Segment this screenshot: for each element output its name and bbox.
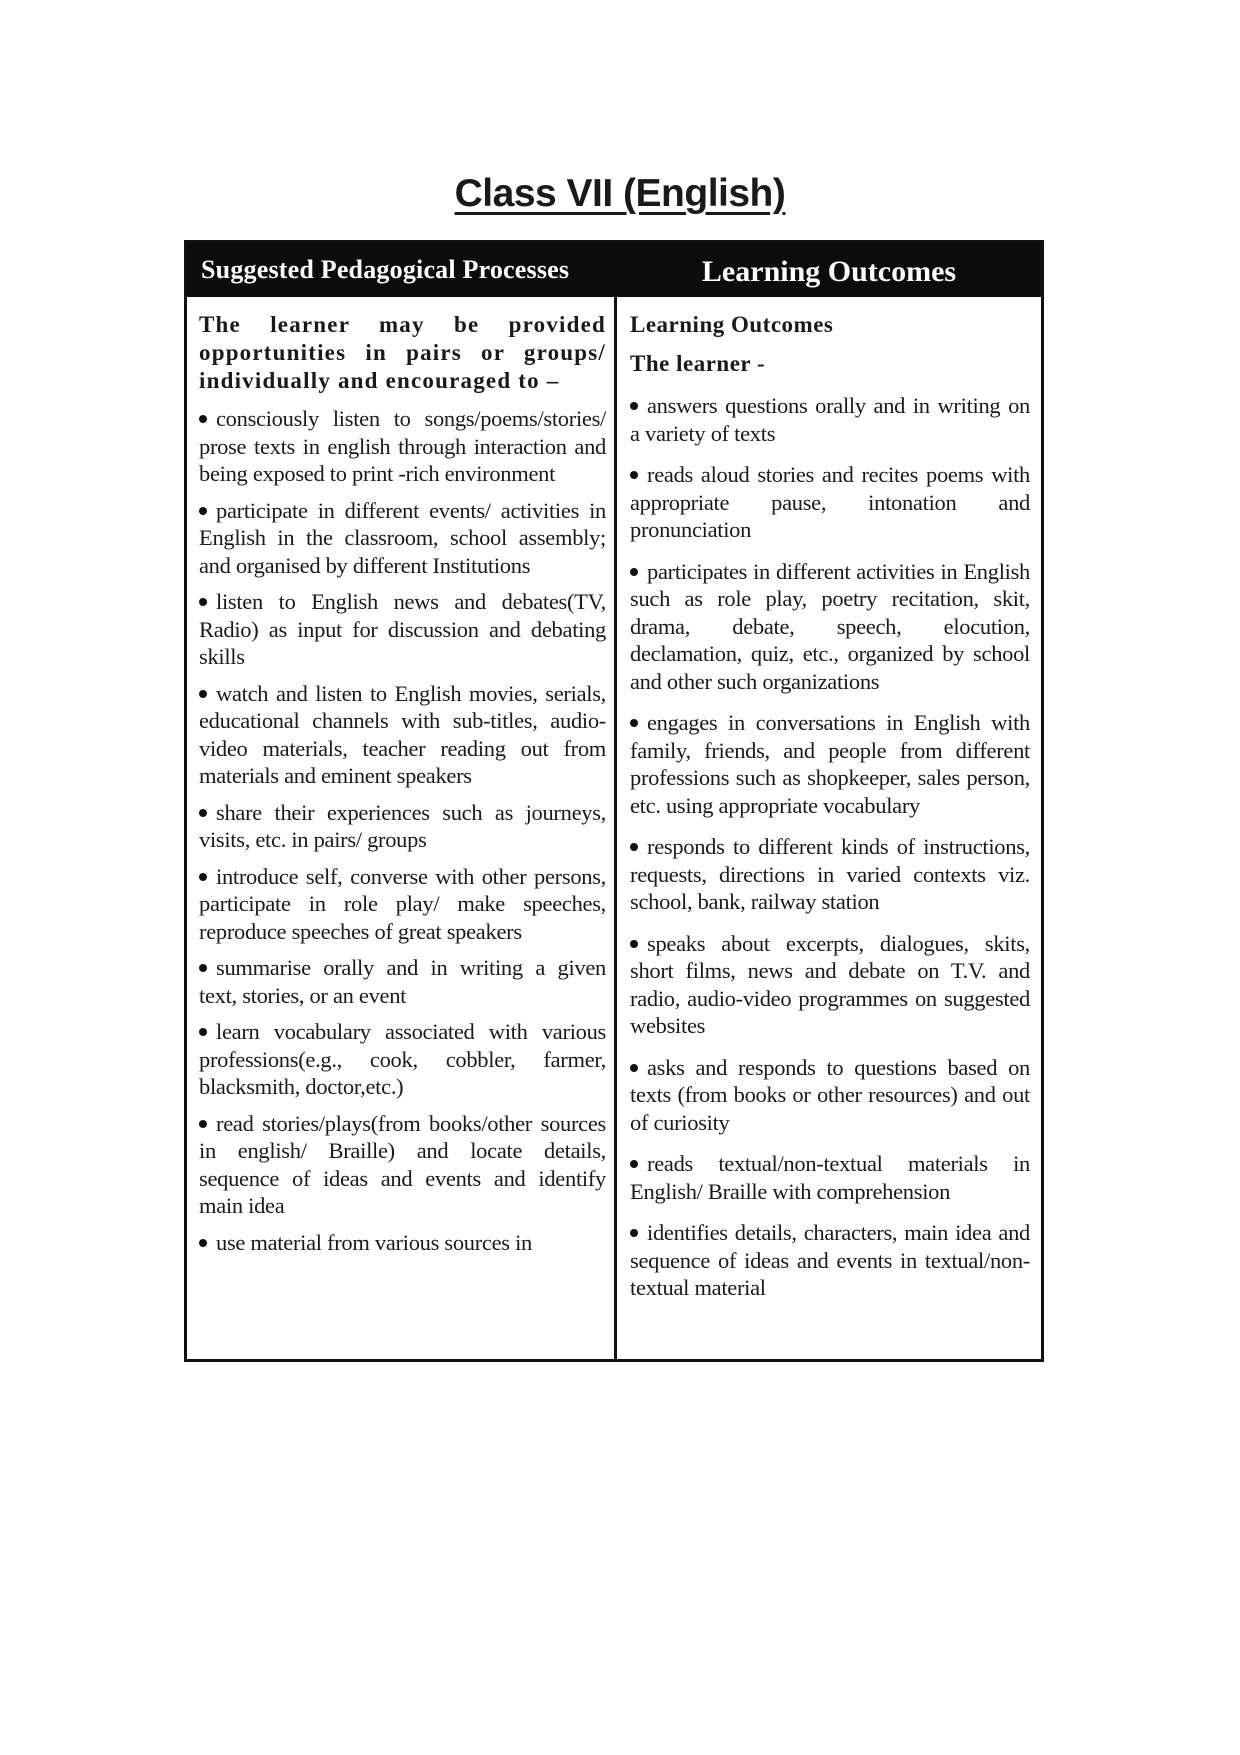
bullet-icon <box>199 415 207 423</box>
bullet-icon <box>199 809 207 817</box>
process-item: summarise orally and in writing a given text, stories, or an event <box>199 955 606 1008</box>
process-item: read stories/plays(from books/other sources in english/ Braille) and locate details, sequence of ideas and events and identify main idea <box>199 1110 606 1218</box>
bullet-icon <box>630 1064 638 1072</box>
bullet-icon <box>630 1229 638 1237</box>
bullet-icon <box>199 964 207 972</box>
outcome-item: responds to different kinds of instructions, requests, directions in varied contexts viz. school, bank, railway station <box>630 834 1030 914</box>
processes-intro: The learner may be provided opportunities in pairs or groups/ individually and encouraged to – <box>199 312 606 393</box>
bullet-icon <box>199 873 207 881</box>
process-item: learn vocabulary associated with various professions(e.g., cook, cobbler, farmer, blacksmith, doctor,etc.) <box>199 1019 606 1099</box>
outcome-item: asks and responds to questions based on texts (from books or other resources) and out of curiosity <box>630 1054 1030 1135</box>
learning-outcomes-column <box>630 297 1030 1357</box>
outcomes-subheading: The learner - <box>630 351 766 376</box>
bullet-icon <box>199 598 207 606</box>
table-header-row <box>187 243 1041 297</box>
process-item: use material from various sources in <box>199 1229 606 1257</box>
outcome-item: answers questions orally and in writing on a variety of texts <box>630 393 1030 446</box>
header-learning-outcomes: Learning Outcomes <box>701 255 957 288</box>
bullet-icon <box>199 1239 207 1247</box>
bullet-icon <box>630 1160 638 1168</box>
outcome-item: participates in different activities in English such as role play, poetry recitation, skit, drama, debate, speech, elocution, declamation, quiz, etc., organized by school and other such organizations <box>630 558 1030 694</box>
bullet-icon <box>630 843 638 851</box>
outcome-item: speaks about excerpts, dialogues, skits, short films, news and debate on T.V. and radio, audio-video programmes on suggested websites <box>630 930 1030 1038</box>
outcome-item: reads textual/non-textual materials in English/ Braille with comprehension <box>630 1151 1030 1204</box>
process-item: share their experiences such as journeys, visits, etc. in pairs/ groups <box>199 799 606 852</box>
outcomes-heading: Learning Outcomes <box>630 312 834 337</box>
process-item: watch and listen to English movies, serials, educational channels with sub-titles, audio-video materials, teacher reading out from materials and eminent speakers <box>199 680 606 788</box>
process-item: participate in different events/ activities in English in the classroom, school assembly; and organised by different Institutions <box>199 497 606 578</box>
bullet-icon <box>630 568 638 576</box>
bullet-icon <box>630 940 638 948</box>
process-item: consciously listen to songs/poems/stories/ prose texts in english through interaction and being exposed to print -rich environment <box>199 406 606 486</box>
column-divider <box>614 297 617 1362</box>
bullet-icon <box>199 1028 207 1036</box>
pedagogical-processes-column <box>199 297 606 1357</box>
process-item: introduce self, converse with other persons, participate in role play/ make speeches, reproduce speeches of great speakers <box>199 863 606 944</box>
outcome-item: reads aloud stories and recites poems with appropriate pause, intonation and pronunciation <box>630 462 1030 542</box>
bullet-icon <box>630 471 638 479</box>
bullet-icon <box>199 507 207 515</box>
bullet-icon <box>630 719 638 727</box>
outcome-item: engages in conversations in English with family, friends, and people from different professions such as shopkeeper, sales person, etc. using appropriate vocabulary <box>630 710 1030 818</box>
bullet-icon <box>199 690 207 698</box>
process-item: listen to English news and debates(TV, Radio) as input for discussion and debating skills <box>199 589 606 669</box>
bullet-icon <box>199 1120 207 1128</box>
header-pedagogical-processes: Suggested Pedagogical Processes <box>201 255 570 284</box>
page-title: Class VII (English) <box>454 172 786 215</box>
processes-outcomes-table <box>184 240 1044 1362</box>
outcome-item: identifies details, characters, main idea and sequence of ideas and events in textual/non-textual material <box>630 1220 1030 1300</box>
bullet-icon <box>630 402 638 410</box>
